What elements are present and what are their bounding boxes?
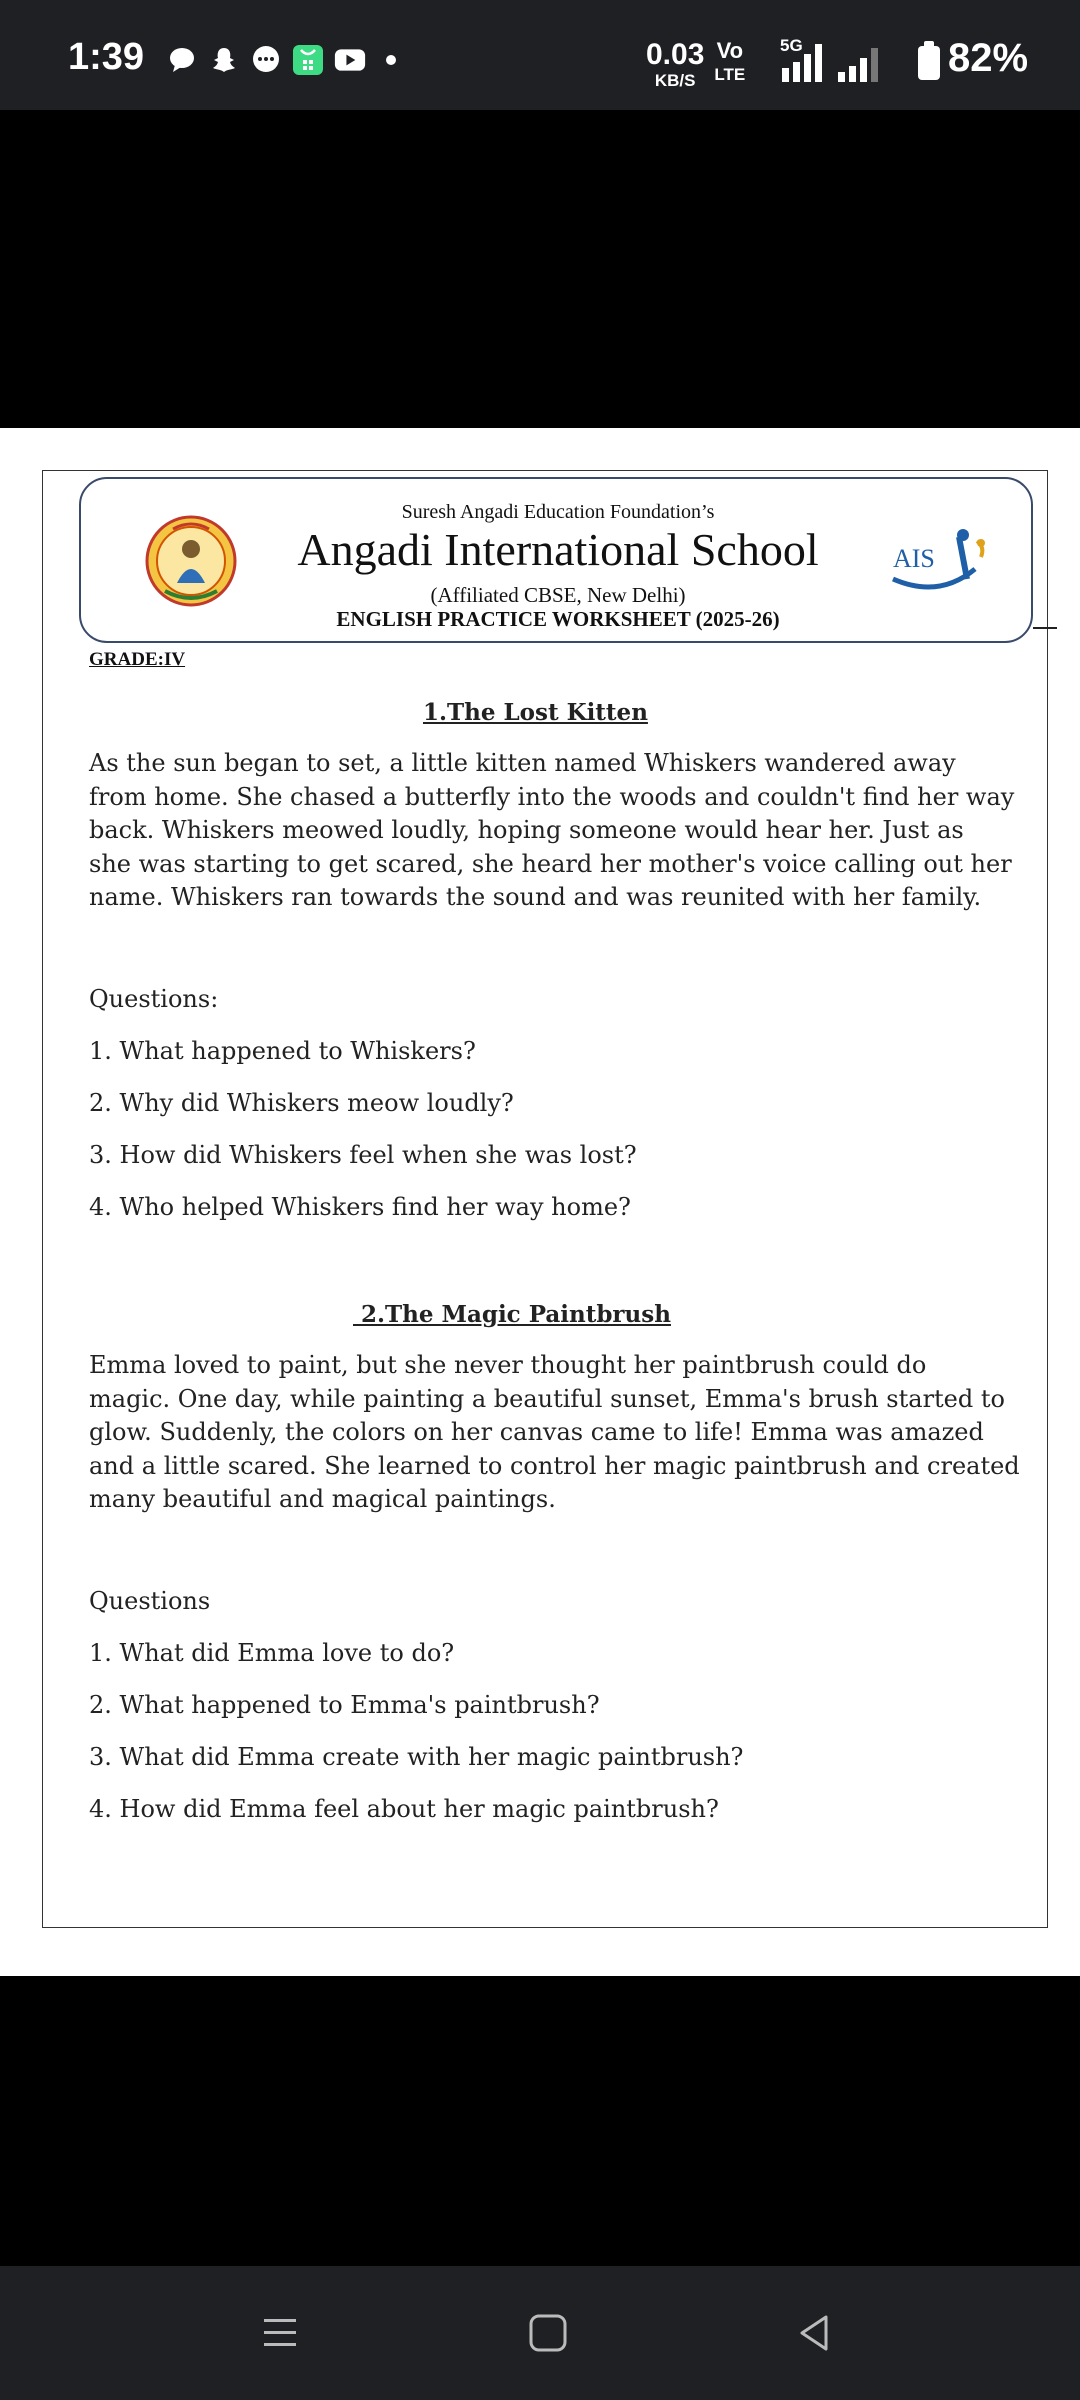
question-item: 1. What happened to Whiskers? bbox=[89, 1037, 476, 1065]
recent-apps-button[interactable] bbox=[200, 2266, 360, 2400]
ais-logo bbox=[889, 527, 999, 597]
signal-bars-icon bbox=[838, 42, 878, 82]
worksheet bbox=[42, 470, 1048, 1928]
document-page[interactable] bbox=[0, 428, 1080, 1976]
school-name: Angadi International School bbox=[297, 524, 819, 575]
section-title-magic-paintbrush: 2.The Magic Paintbrush bbox=[353, 1301, 671, 1328]
app-icon bbox=[292, 44, 324, 76]
more-notifications-dot bbox=[386, 55, 396, 65]
network-speed: 0.03 KB/S bbox=[646, 38, 705, 90]
questions-heading: Questions bbox=[89, 1587, 211, 1615]
question-item: 4. How did Emma feel about her magic paintbrush? bbox=[89, 1795, 719, 1823]
home-button[interactable] bbox=[468, 2266, 628, 2400]
notification-icons bbox=[166, 44, 396, 76]
ais-logo-text: AIS bbox=[893, 544, 935, 573]
foundation-name: Suresh Angadi Education Foundation’s bbox=[401, 501, 715, 523]
questions-heading: Questions: bbox=[89, 985, 219, 1013]
battery-icon bbox=[918, 46, 940, 80]
school-emblem-logo bbox=[143, 513, 239, 609]
clock: 1:39 bbox=[68, 36, 145, 78]
chat-icon bbox=[166, 44, 198, 76]
question-item: 3. What did Emma create with her magic paintbrush? bbox=[89, 1743, 744, 1771]
header-divider bbox=[1033, 627, 1057, 629]
question-item: 2. Why did Whiskers meow loudly? bbox=[89, 1089, 514, 1117]
signal-indicators bbox=[780, 36, 878, 82]
network-info bbox=[646, 40, 745, 89]
worksheet-title: ENGLISH PRACTICE WORKSHEET (2025-26) bbox=[336, 607, 780, 631]
back-icon bbox=[794, 2313, 834, 2353]
story-paragraph-magic-paintbrush: Emma loved to paint, but she never thought her paintbrush could do magic. One day, while painting a beautiful sunset, Emma's brush started to glow. Suddenly, the colors on her canvas came to life! Emma was amazed and a little scared. She learned to control her magic paintbrush and created many beautiful and magical paintings. bbox=[89, 1351, 1020, 1513]
youtube-icon bbox=[334, 44, 366, 76]
affiliation: (Affiliated CBSE, New Delhi) bbox=[430, 583, 686, 607]
section-title-lost-kitten: 1.The Lost Kitten bbox=[423, 699, 648, 726]
navigation-bar bbox=[0, 2266, 1080, 2400]
grade-label: GRADE:IV bbox=[89, 649, 186, 670]
question-item: 4. Who helped Whiskers find her way home? bbox=[89, 1193, 631, 1221]
battery-percent: 82% bbox=[948, 36, 1029, 80]
recent-apps-icon bbox=[260, 2313, 300, 2353]
question-item: 1. What did Emma love to do? bbox=[89, 1639, 455, 1667]
status-bar bbox=[0, 0, 1080, 110]
question-item: 2. What happened to Emma's paintbrush? bbox=[89, 1691, 600, 1719]
messages-icon bbox=[250, 44, 282, 76]
signal-5g-icon: 5G bbox=[782, 42, 822, 82]
home-icon bbox=[528, 2313, 568, 2353]
back-button[interactable] bbox=[734, 2266, 894, 2400]
snapchat-icon bbox=[208, 44, 240, 76]
question-item: 3. How did Whiskers feel when she was lost? bbox=[89, 1141, 637, 1169]
story-paragraph-lost-kitten: As the sun began to set, a little kitten named Whiskers wandered away from home. She chased a butterfly into the woods and couldn't find her way back. Whiskers meowed loudly, hoping someone would hear her. Just as she was starting to get scared, she heard her mother's voice calling out her name. Whiskers ran towards the sound and was reunited with her family. bbox=[89, 749, 1015, 911]
volte-indicator: Vo LTE bbox=[714, 38, 746, 84]
